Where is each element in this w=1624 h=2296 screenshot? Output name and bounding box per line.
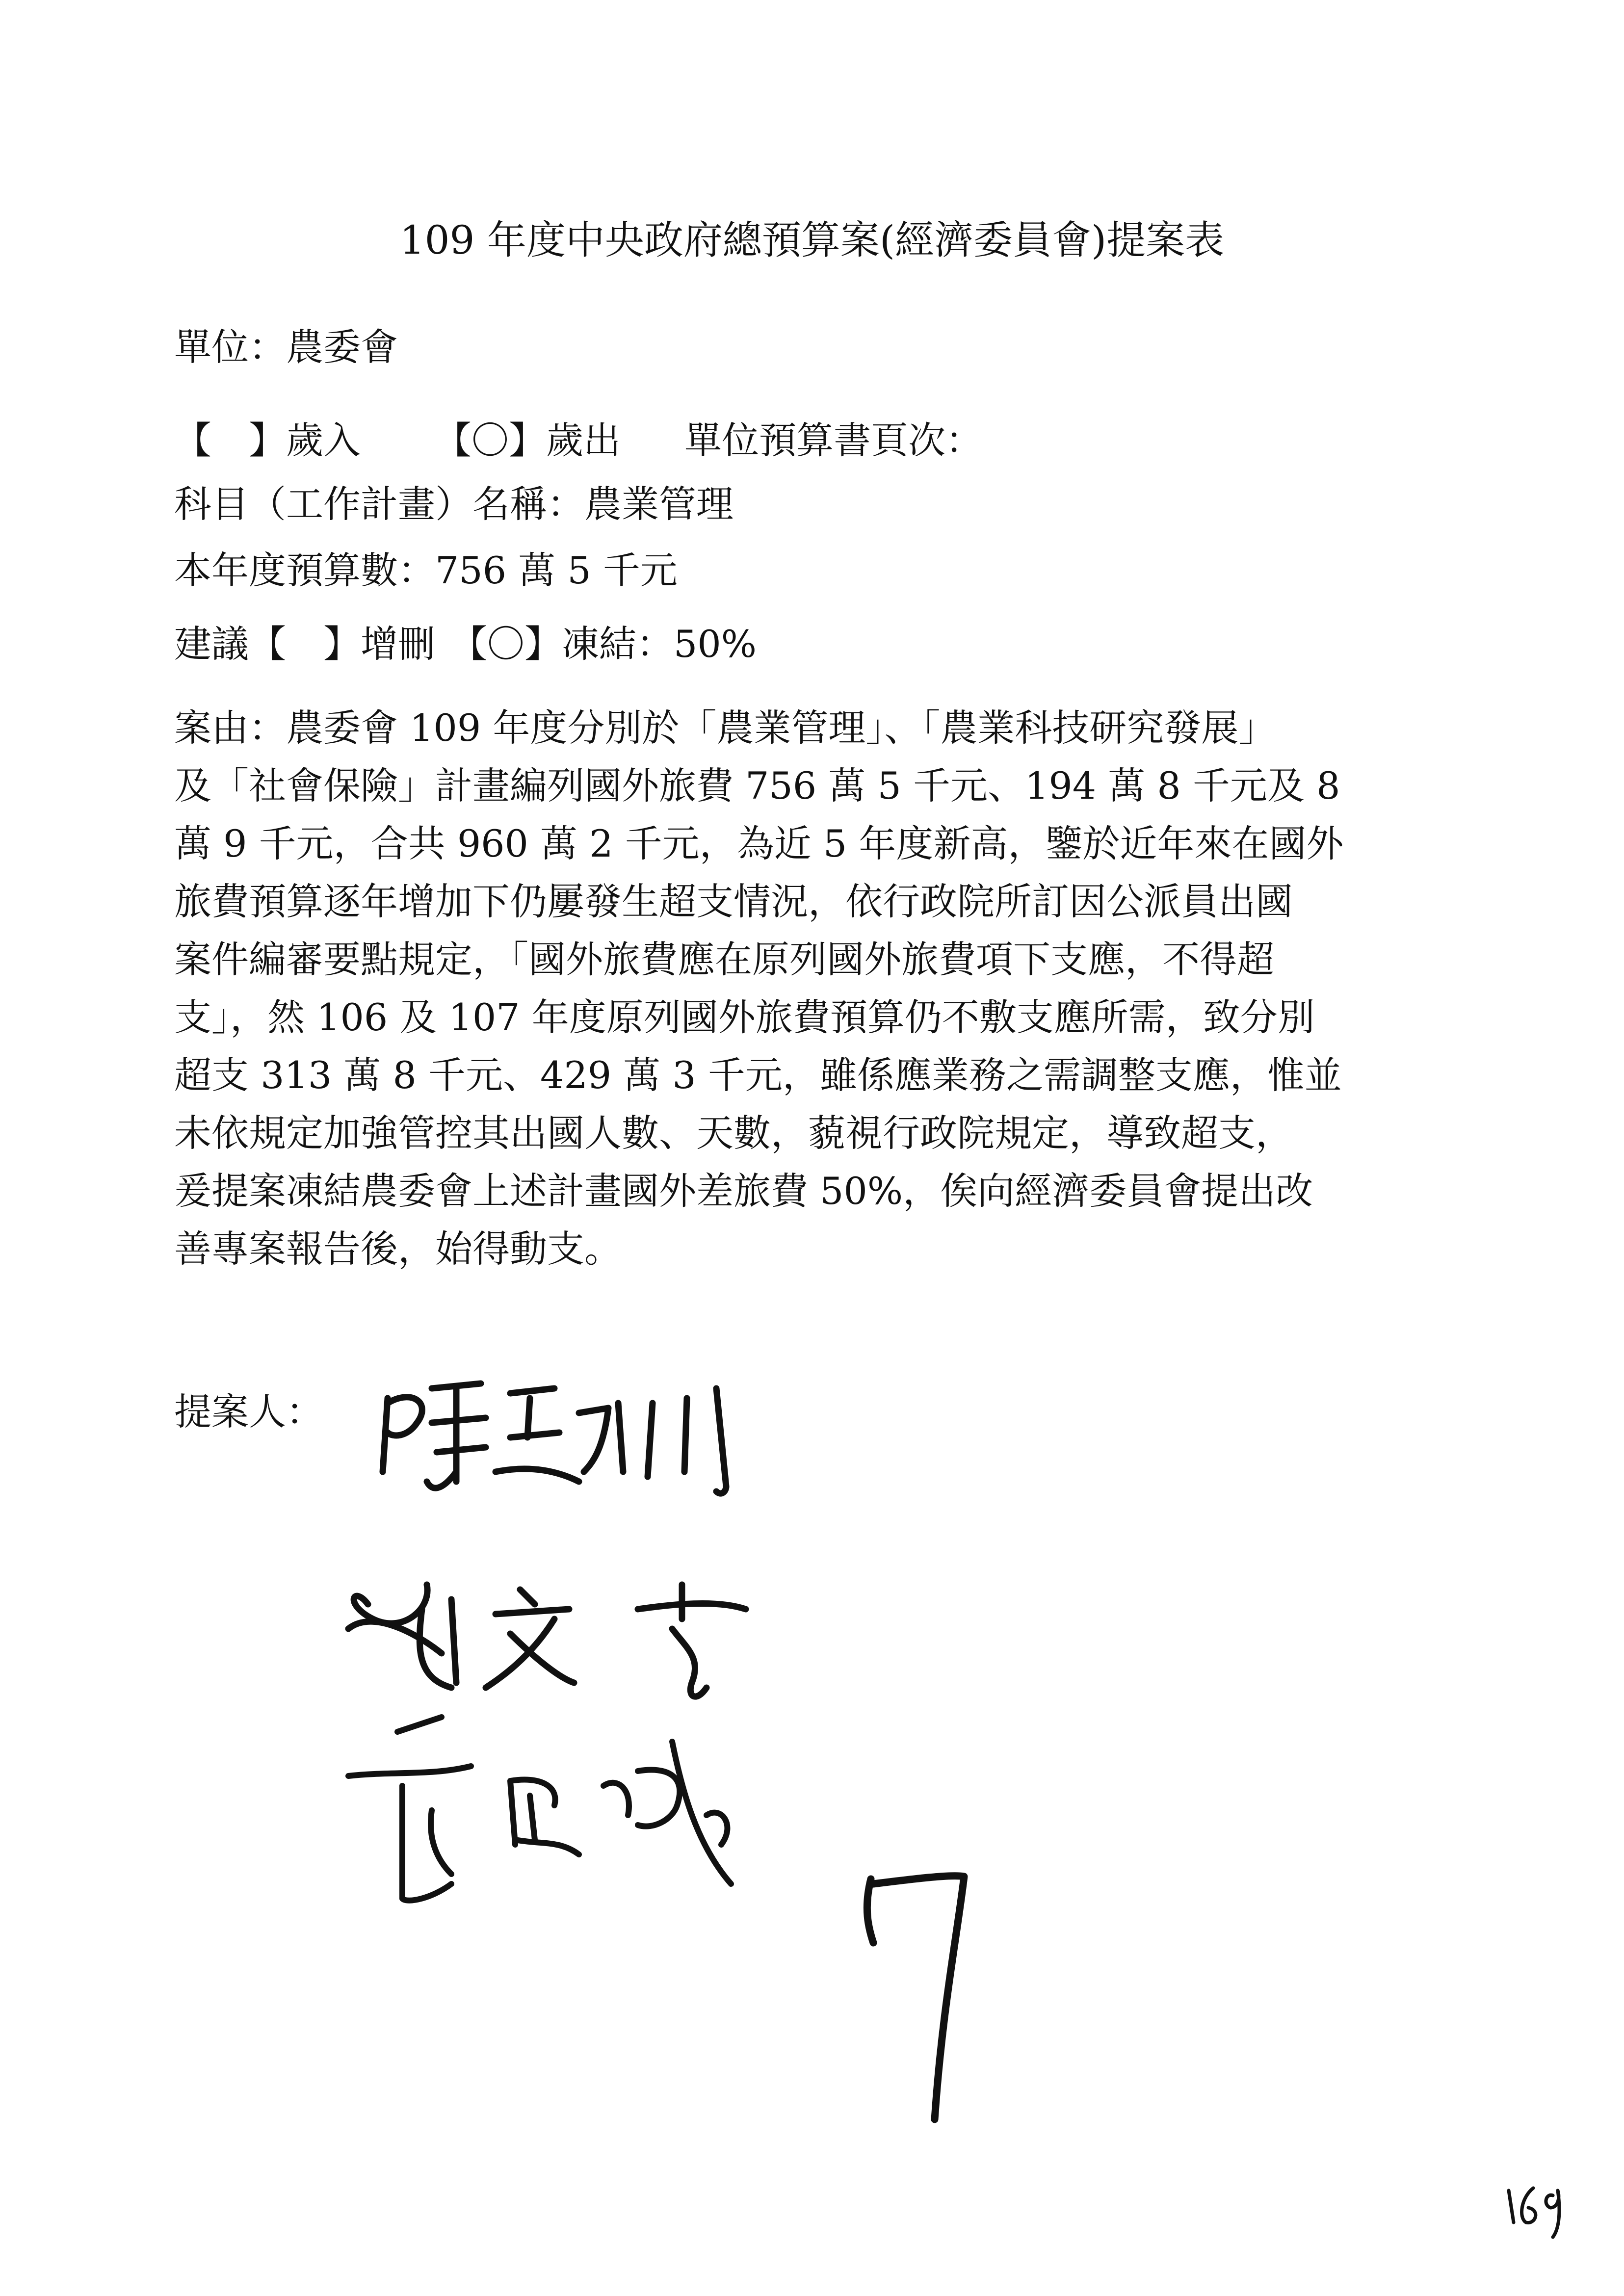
signature-1 bbox=[383, 1383, 726, 1493]
subject-value: 農業管理 bbox=[584, 482, 733, 526]
budget-amount-value: 756 萬 5 千元 bbox=[435, 548, 678, 592]
reason-line: 旅費預算逐年增加下仍屢發生超支情況，依行政院所訂因公派員出國 bbox=[174, 880, 1293, 923]
reason-line: 超支 313 萬 8 千元、429 萬 3 千元，雖係應業務之需調整支應，惟並 bbox=[174, 1053, 1342, 1097]
reason-line: 案由：農委會 109 年度分別於「農業管理」、「農業科技研究發展」 bbox=[174, 706, 1276, 750]
reason-line: 支」，然 106 及 107 年度原列國外旅費預算仍不敷支應所需，致分別 bbox=[174, 995, 1315, 1039]
budget-amount-line bbox=[174, 547, 678, 594]
reason-block bbox=[174, 699, 1499, 1278]
expenditure-option: 【〇】歲出 bbox=[434, 418, 621, 462]
reason-label: 案由： bbox=[174, 706, 286, 750]
unit-value: 農委會 bbox=[286, 325, 398, 369]
reason-line: 及「社會保險」計畫編列國外旅費 756 萬 5 千元、194 萬 8 千元及 8 bbox=[174, 764, 1340, 808]
suggestion-line bbox=[174, 621, 757, 668]
subject-label: 科目（工作計畫）名稱： bbox=[174, 482, 584, 526]
signature-3 bbox=[348, 1717, 731, 1901]
signature-2 bbox=[348, 1585, 746, 1696]
page-title: 109 年度中央政府總預算案(經濟委員會)提案表 bbox=[399, 217, 1225, 263]
budget-type-line bbox=[174, 417, 983, 464]
subject-line bbox=[174, 481, 733, 528]
reason-line: 未依規定加強管控其出國人數、天數，藐視行政院規定，導致超支， bbox=[174, 1111, 1293, 1155]
unit-label: 單位： bbox=[174, 325, 286, 369]
budget-amount-label: 本年度預算數： bbox=[174, 548, 435, 592]
freeze-option: 【〇】凍結： bbox=[450, 622, 674, 666]
page-ref-label: 單位預算書頁次： bbox=[684, 418, 983, 462]
reason-line: 案件編審要點規定，「國外旅費應在原列國外旅費項下支應，不得超 bbox=[174, 938, 1274, 981]
freeze-value: 50% bbox=[674, 622, 757, 666]
reason-line: 善專案報告後，始得動支。 bbox=[174, 1227, 622, 1271]
handwritten-mark-7 bbox=[867, 1876, 964, 2119]
page-number bbox=[1509, 2188, 1559, 2237]
reason-line: 爰提案凍結農委會上述計畫國外差旅費 50%，俟向經濟委員會提出改 bbox=[174, 1169, 1313, 1213]
unit-line bbox=[174, 324, 398, 371]
proposer-label: 提案人： bbox=[174, 1390, 323, 1434]
reason-line: 萬 9 千元，合共 960 萬 2 千元，為近 5 年度新高，鑒於近年來在國外 bbox=[174, 822, 1344, 865]
suggestion-prefix: 建議 bbox=[174, 622, 249, 666]
increase-delete-option: 【 】增刪 bbox=[249, 622, 435, 666]
revenue-option: 【 】歲入 bbox=[174, 418, 361, 462]
